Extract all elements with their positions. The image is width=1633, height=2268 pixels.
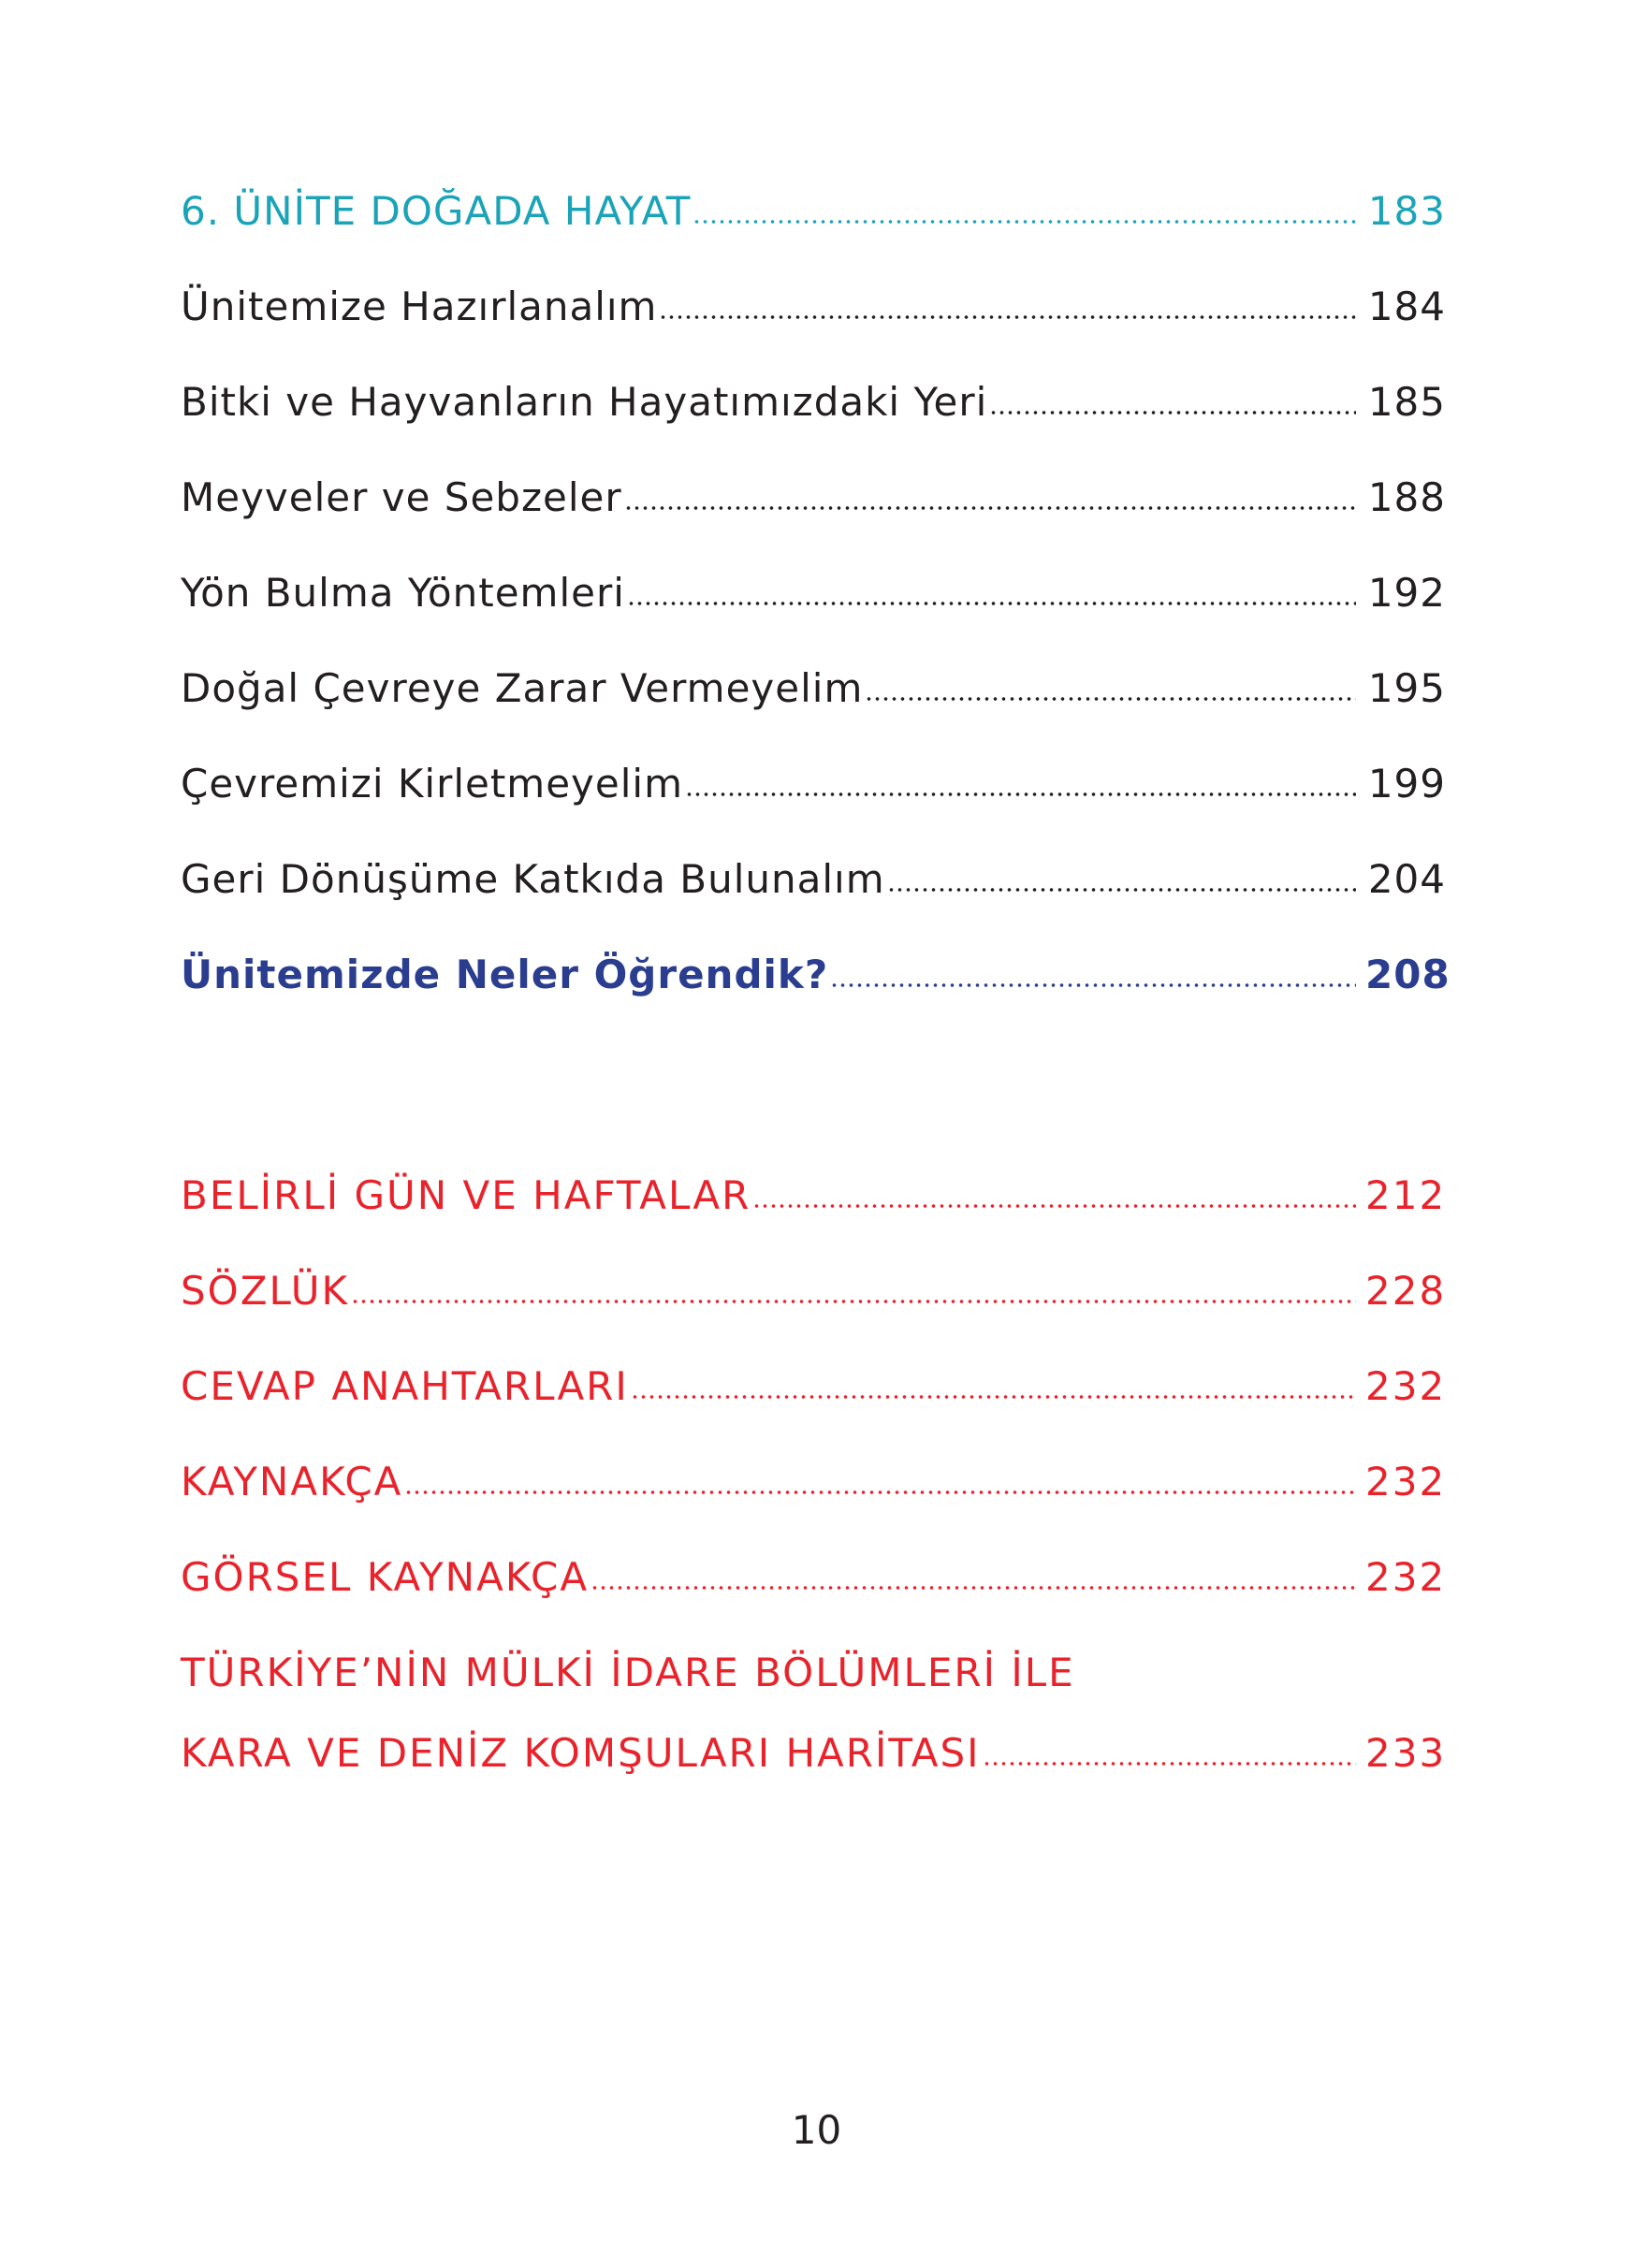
toc-entry-page: 195: [1367, 665, 1446, 711]
toc-entry-title: Yön Bulma Yöntemleri: [181, 570, 625, 616]
toc-entry-page: 233: [1365, 1730, 1447, 1776]
toc-entry-page: 232: [1365, 1363, 1447, 1409]
toc-entry-page: 188: [1367, 474, 1446, 520]
toc-entry-title: Ünitemizde Neler Öğrendik?: [181, 952, 829, 997]
toc-entry-page: 204: [1367, 856, 1446, 902]
toc-appendix-entry[interactable]: [181, 1359, 1446, 1415]
toc-entry-page: 184: [1367, 284, 1446, 329]
toc-entry[interactable]: [181, 661, 1446, 717]
toc-entry-page: 185: [1367, 379, 1446, 425]
dot-leader: [404, 1488, 1356, 1497]
dot-leader: [830, 981, 1356, 990]
toc-appendix-entry[interactable]: [181, 1168, 1446, 1224]
toc-entry-title: Ünitemize Hazırlanalım: [181, 284, 658, 329]
toc-entry-page: 199: [1367, 761, 1446, 807]
toc-entry-title: Meyveler ve Sebzeler: [181, 474, 622, 520]
dot-leader: [591, 1583, 1356, 1592]
toc-entry-title: CEVAP ANAHTARLARI: [181, 1363, 629, 1409]
toc-entry-page: 232: [1365, 1554, 1447, 1600]
toc-appendix-entry[interactable]: [181, 1454, 1446, 1510]
toc-entry-title: Bitki ve Hayvanların Hayatımızdaki Yeri: [181, 379, 988, 425]
toc-entry-page: 192: [1367, 570, 1446, 616]
toc-entry[interactable]: [181, 279, 1446, 335]
toc-map-entry[interactable]: [181, 1725, 1446, 1781]
dot-leader: [631, 1392, 1356, 1402]
toc-entry-page: 228: [1365, 1268, 1447, 1314]
toc-entry-title: KARA VE DENİZ KOMŞULARI HARİTASI: [181, 1730, 981, 1776]
dot-leader: [659, 313, 1356, 322]
toc-entry-title: Doğal Çevreye Zarar Vermeyelim: [181, 665, 864, 711]
dot-leader: [624, 503, 1356, 513]
dot-leader: [752, 1201, 1356, 1211]
toc-entry-page: 208: [1365, 952, 1451, 997]
dot-leader: [627, 599, 1356, 608]
toc-appendix-entry[interactable]: [181, 1263, 1446, 1319]
toc-entry[interactable]: [181, 374, 1446, 430]
dot-leader: [989, 408, 1356, 417]
page-number: 10: [791, 2107, 842, 2153]
toc-entry-page: 212: [1365, 1172, 1447, 1218]
dot-leader: [351, 1297, 1356, 1306]
toc-entry-title: KAYNAKÇA: [181, 1459, 403, 1505]
toc-entry[interactable]: [181, 565, 1446, 621]
toc-entry[interactable]: [181, 470, 1446, 526]
toc-entry[interactable]: [181, 851, 1446, 908]
toc-unit-heading[interactable]: [181, 183, 1446, 240]
toc-map-title-line1[interactable]: TÜRKİYE’NİN MÜLKİ İDARE BÖLÜMLERİ İLE: [181, 1650, 1075, 1695]
toc-entry-page: 232: [1365, 1459, 1447, 1505]
toc-entry-title: 6. ÜNİTE DOĞADA HAYAT: [181, 188, 692, 234]
dot-leader: [983, 1759, 1356, 1768]
toc-entry-page: 183: [1367, 188, 1446, 234]
dot-leader: [887, 885, 1356, 894]
dot-leader: [685, 790, 1356, 799]
toc-unit-summary[interactable]: [181, 947, 1451, 1003]
toc-entry-title: Geri Dönüşüme Katkıda Bulunalım: [181, 856, 885, 902]
toc-entry[interactable]: [181, 756, 1446, 812]
toc-entry-title: SÖZLÜK: [181, 1268, 350, 1314]
toc-entry-title: Çevremizi Kirletmeyelim: [181, 761, 684, 807]
toc-entry-title: BELİRLİ GÜN VE HAFTALAR: [181, 1172, 751, 1218]
dot-leader: [693, 217, 1356, 226]
toc-appendix-entry[interactable]: [181, 1549, 1446, 1606]
dot-leader: [865, 694, 1356, 704]
toc-entry-title: GÖRSEL KAYNAKÇA: [181, 1554, 590, 1600]
